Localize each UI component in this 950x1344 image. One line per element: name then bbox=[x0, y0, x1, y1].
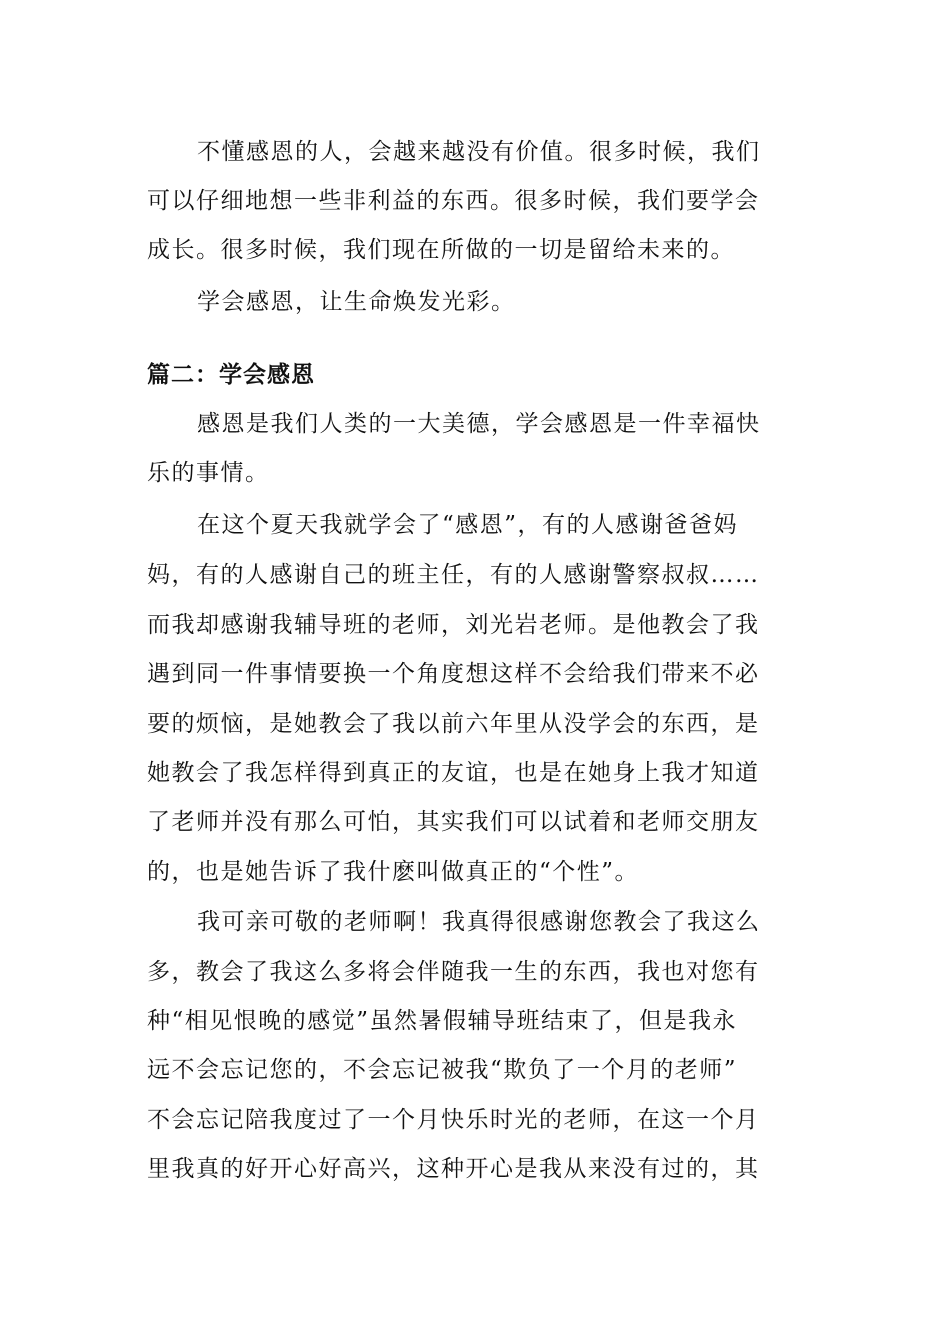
section-paragraph-2-line-6: 她教会了我怎样得到真正的友谊，也是在她身上我才知道 bbox=[147, 760, 760, 786]
section-paragraph-2-line-5: 要的烦恼，是她教会了我以前六年里从没学会的东西，是 bbox=[147, 711, 760, 737]
paragraph-1-line-3: 成长。很多时候，我们现在所做的一切是留给未来的。 bbox=[147, 237, 735, 263]
section-paragraph-3-line-5: 不会忘记陪我度过了一个月快乐时光的老师，在这一个月 bbox=[147, 1107, 760, 1133]
section-paragraph-1-line-2: 乐的事情。 bbox=[147, 460, 270, 486]
section-paragraph-2-line-3: 而我却感谢我辅导班的老师，刘光岩老师。是他教会了我 bbox=[147, 612, 760, 638]
section-paragraph-1-line-1: 感恩是我们人类的一大美德，学会感恩是一件幸福快 bbox=[197, 411, 761, 437]
section-paragraph-2-line-8: 的，也是她告诉了我什麽叫做真正的“个性”。 bbox=[147, 859, 640, 885]
section-paragraph-3-line-4: 远不会忘记您的，不会忘记被我“欺负了一个月的老师” bbox=[147, 1057, 738, 1083]
paragraph-1-line-1: 不懂感恩的人，会越来越没有价值。很多时候，我们 bbox=[197, 139, 761, 165]
section-paragraph-2-line-4: 遇到同一件事情要换一个角度想这样不会给我们带来不必 bbox=[147, 661, 760, 687]
section-paragraph-2-line-2: 妈，有的人感谢自己的班主任，有的人感谢警察叔叔…… bbox=[147, 562, 760, 588]
section-paragraph-2-line-7: 了老师并没有那么可怕，其实我们可以试着和老师交朋友 bbox=[147, 809, 760, 835]
paragraph-2-line-1: 学会感恩，让生命焕发光彩。 bbox=[197, 289, 516, 315]
section-paragraph-3-line-6: 里我真的好开心好高兴，这种开心是我从来没有过的，其 bbox=[147, 1156, 760, 1182]
section-paragraph-3-line-1: 我可亲可敬的老师啊！我真得很感谢您教会了我这么 bbox=[197, 909, 761, 935]
section-paragraph-3-line-2: 多，教会了我这么多将会伴随我一生的东西，我也对您有 bbox=[147, 959, 760, 985]
section-paragraph-2-line-1: 在这个夏天我就学会了“感恩”，有的人感谢爸爸妈 bbox=[197, 512, 739, 538]
paragraph-1-line-2: 可以仔细地想一些非利益的东西。很多时候，我们要学会 bbox=[147, 188, 760, 214]
section-title: 篇二：学会感恩 bbox=[147, 362, 315, 388]
section-paragraph-3-line-3: 种“相见恨晚的感觉”虽然暑假辅导班结束了，但是我永 bbox=[147, 1008, 738, 1034]
